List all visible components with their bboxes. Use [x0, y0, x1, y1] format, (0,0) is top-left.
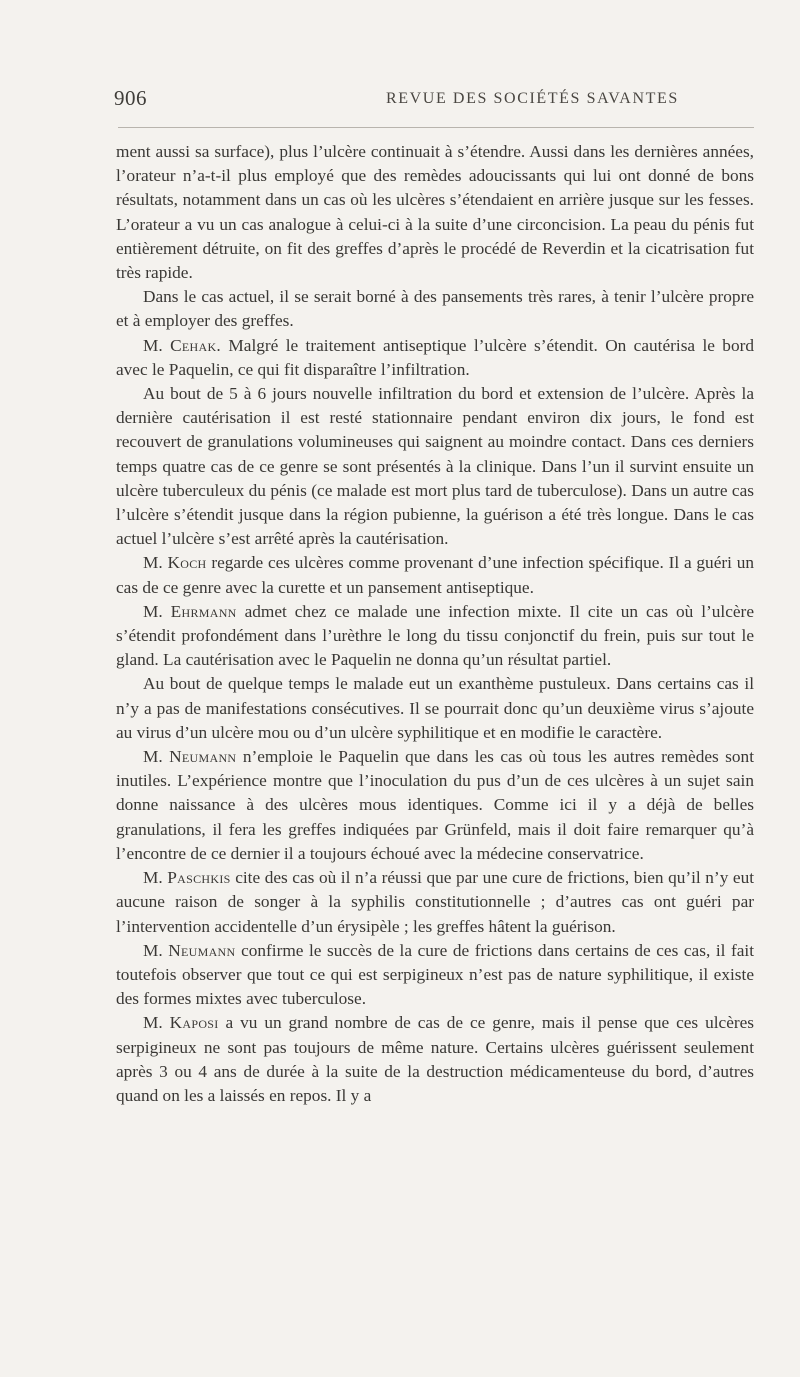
speaker-name: Cehak.: [170, 335, 222, 355]
speaker-name: Koch: [167, 553, 207, 573]
paragraph: [116, 551, 754, 599]
paragraph: [116, 285, 754, 333]
paragraph-text: Dans le cas actuel, il se serait borné à des pansements très rares, à tenir l’ulcère propre et à employer des greffes.: [116, 287, 754, 331]
running-title: REVUE DES SOCIÉTÉS SAVANTES: [386, 90, 679, 107]
speaker-name: Neumann: [168, 940, 236, 960]
paragraph-text: Malgré le traitement antiseptique l’ulcère s’étendit. On cautérisa le bord avec le Paquelin, ce qui fit disparaître l’infiltration.: [116, 335, 754, 379]
page-header: [114, 86, 754, 110]
paragraph: [116, 1011, 754, 1108]
paragraph: [116, 334, 754, 382]
speaker-prefix: M.: [143, 747, 163, 767]
speaker-name: Kaposi: [169, 1013, 219, 1033]
paragraph: [116, 600, 754, 673]
speaker-prefix: M.: [143, 940, 163, 960]
paragraph-text: regarde ces ulcères comme provenant d’une infection spécifique. Il a guéri un cas de ce genre avec la curette et un pansement antiseptique.: [116, 553, 754, 597]
paragraph-text: a vu un grand nombre de cas de ce genre, mais il pense que ces ulcères serpigineux ne sont pas toujours de même nature. Certains ulcères guérissent seulement après 3 ou 4 ans de durée à la suite de la destruction médicamenteuse du bord, d’autres quand on les a laissés en repos. Il y a: [116, 1013, 755, 1105]
paragraph-text: Au bout de 5 à 6 jours nouvelle infiltration du bord et extension de l’ulcère. Après la dernière cautérisation il est resté stationnaire pendant environ dix jours, le fond est recouvert de granulations volumineuses qui saignent au moindre contact. Dans ces derniers temps quatre cas de ce genre se sont présentés à la clinique. Dans l’un il survint ensuite un ulcère tuberculeux du pénis (ce malade est mort plus tard de tuberculose). Dans un autre cas l’ulcère s’étendit jusque dans la région pubienne, la guérison a été très longue. Dans le cas actuel l’ulcère s’est arrêté après la cautérisation.: [116, 384, 754, 549]
paragraph-text: Au bout de quelque temps le malade eut un exanthème pustuleux. Dans certains cas il n’y a pas de manifestations consécutives. Il se pourrait donc qu’un deuxième virus s’ajoute au virus d’un ulcère mou ou d’un ulcère syphilitique et en modifie le caractère.: [116, 674, 754, 742]
paragraph-text: confirme le succès de la cure de frictions dans certains de ces cas, il fait toutefois observer que tout ce qui est serpigineux n’est pas de nature syphilitique, il existe des formes mixtes avec tuberculose.: [116, 940, 754, 1009]
speaker-name: Paschkis: [167, 868, 231, 888]
body-text: [116, 140, 754, 1108]
speaker-prefix: M.: [143, 335, 163, 355]
paragraph: [116, 382, 754, 551]
speaker-prefix: M.: [143, 868, 163, 888]
paragraph-text: cite des cas où il n’a réussi que par une cure de frictions, bien qu’il n’y eut aucune raison de songer à la syphilis constitutionnelle ; d’autres cas ont guéri par l’intervention accidentelle d’un érysipèle ; les greffes hâtent la guérison.: [116, 868, 755, 936]
paragraph-text: ment aussi sa surface), plus l’ulcère continuait à s’étendre. Aussi dans les dernières années, l’orateur n’a-t-il plus employé que des remèdes adoucissants qui lui ont donné de bons résultats, notamment dans un cas où les ulcères s’étendaient en arrière jusque sur les fesses. L’orateur a vu un cas analogue à celui-ci à la suite d’une circoncision. La peau du pénis fut entièrement détruite, on fit des greffes d’après le procédé de Reverdin et la cicatrisation fut très rapide.: [116, 142, 754, 283]
speaker-prefix: M.: [143, 1013, 163, 1033]
header-rule: [118, 127, 754, 128]
paragraph-text: n’emploie le Paquelin que dans les cas où tous les autres remèdes sont inutiles. L’expérience montre que l’inoculation du pus d’un de ces ulcères à un sujet sain donne naissance à des ulcères mous identiques. Comme ici il y a déjà de belles granulations, il fera les greffes indiquées par Grünfeld, mais il doit faire remarquer qu’à l’encontre de ce dernier il a toujours échoué avec la médecine conservatrice.: [116, 747, 754, 863]
paragraph-text: admet chez ce malade une infection mixte. Il cite un cas où l’ulcère s’étendit profondément dans l’urèthre le long du tissu conjonctif du frein, puis sur tout le gland. La cautérisation avec le Paquelin ne donna qu’un résultat partiel.: [116, 601, 754, 670]
speaker-prefix: M.: [143, 601, 163, 621]
page-number: 906: [114, 86, 147, 110]
speaker-prefix: M.: [143, 553, 163, 573]
speaker-name: Ehrmann: [170, 601, 237, 621]
paragraph: [116, 140, 754, 285]
paragraph: [116, 745, 754, 866]
paragraph: [116, 939, 754, 1012]
paragraph: [116, 672, 754, 745]
paragraph: [116, 866, 754, 939]
speaker-name: Neumann: [169, 747, 237, 767]
